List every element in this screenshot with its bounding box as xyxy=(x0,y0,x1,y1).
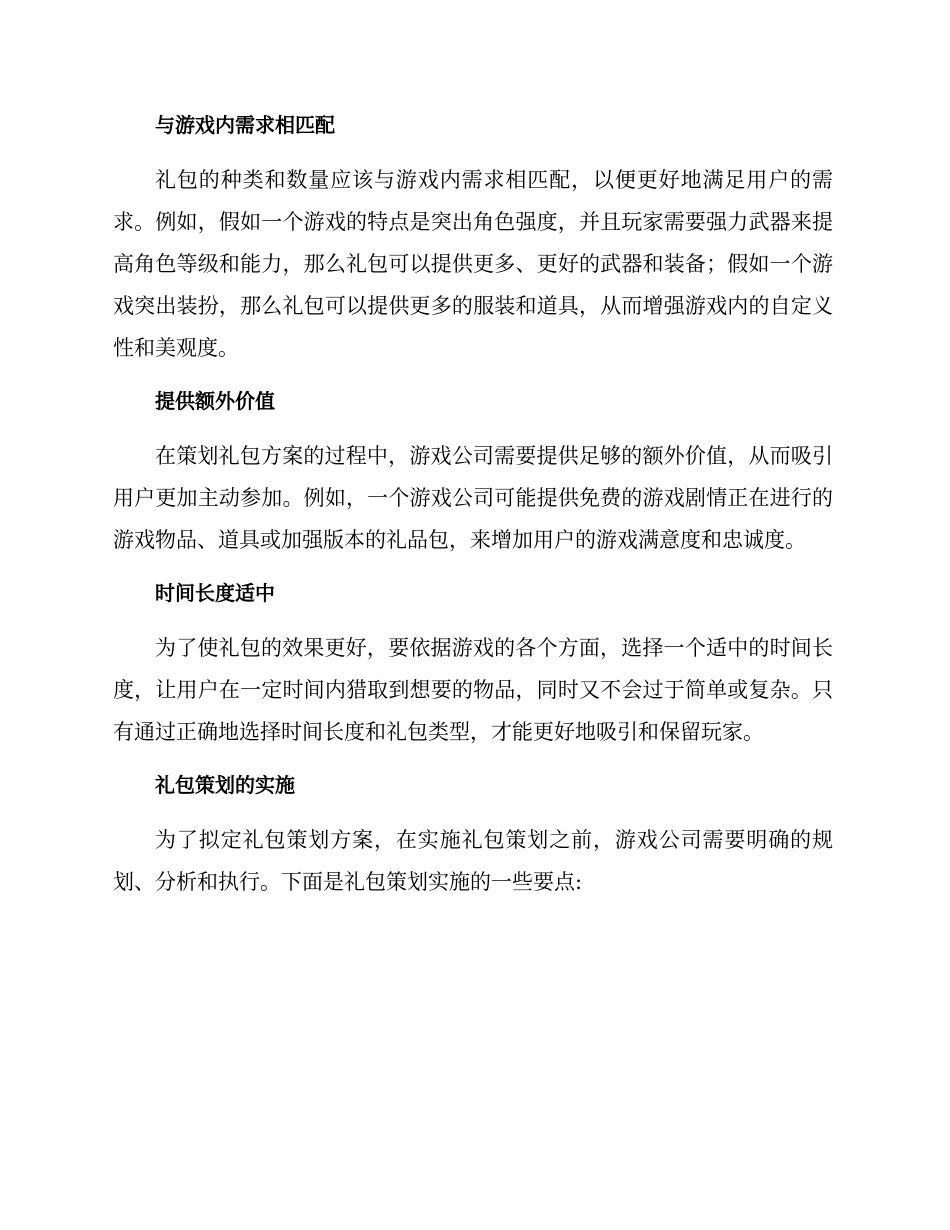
section-heading: 时间长度适中 xyxy=(155,581,275,605)
section-implementation xyxy=(113,764,833,903)
section-heading: 礼包策划的实施 xyxy=(155,773,295,797)
section-time-length xyxy=(113,572,833,753)
section-heading: 提供额外价值 xyxy=(155,389,275,413)
section-paragraph: 礼包的种类和数量应该与游戏内需求相匹配，以便更好地满足用户的需求。例如，假如一个游戏的特点是突出角色强度，并且玩家需要强力武器来提高角色等级和能力，那么礼包可以提供更多、更好的武器和装备；假如一个游戏突出装扮，那么礼包可以提供更多的服装和道具，从而增强游戏内的自定义性和美观度。 xyxy=(113,168,833,360)
document-page xyxy=(113,104,833,914)
section-extra-value xyxy=(113,380,833,561)
section-paragraph: 为了使礼包的效果更好，要依据游戏的各个方面，选择一个适中的时间长度，让用户在一定时间内猎取到想要的物品，同时又不会过于简单或复杂。只有通过正确地选择时间长度和礼包类型，才能更好地吸引和保留玩家。 xyxy=(113,636,833,744)
section-paragraph: 为了拟定礼包策划方案，在实施礼包策划之前，游戏公司需要明确的规划、分析和执行。下面是礼包策划实施的一些要点: xyxy=(113,828,833,894)
section-game-demand-match xyxy=(113,104,833,369)
section-paragraph: 在策划礼包方案的过程中，游戏公司需要提供足够的额外价值，从而吸引用户更加主动参加。例如，一个游戏公司可能提供免费的游戏剧情正在进行的游戏物品、道具或加强版本的礼品包，来增加用户的游戏满意度和忠诚度。 xyxy=(113,444,833,552)
section-heading: 与游戏内需求相匹配 xyxy=(155,113,335,137)
